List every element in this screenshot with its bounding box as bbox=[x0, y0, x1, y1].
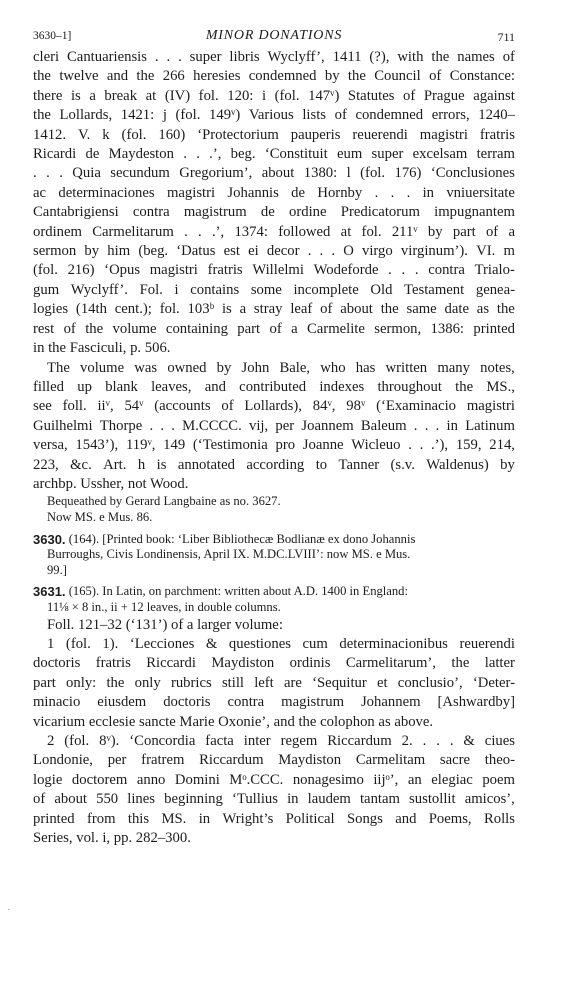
entry-3630 bbox=[33, 532, 515, 579]
text-line: Series, vol. i, pp. 282–300. bbox=[33, 829, 191, 846]
entry-number: 3631. bbox=[33, 584, 66, 600]
text-line: . . . Quia secundum Gregorium’, about 1380: l (fol. 176) ‘Conclusiones bbox=[33, 165, 515, 182]
text-line: sermon by him (beg. ‘Datus est ei decor . . . O virgo virginum’). VI. m bbox=[33, 243, 515, 260]
text-line: part only: the only rubrics still left are ‘Sequitur et conclusio’, ‘Deter- bbox=[33, 674, 515, 691]
text-line: rest of the volume containing part of a Carmelite sermon, 1386: printed bbox=[33, 320, 515, 337]
text-line: logie doctorem anno Domini Mᵒ.CCC. nonagesimo iijᵒ’, an elegiac poem bbox=[33, 771, 515, 788]
para-3 bbox=[33, 616, 515, 849]
text-line: there is a break at (IV) fol. 120: i (fol. 147ᵛ) Statutes of Prague against bbox=[33, 87, 515, 104]
text-line: (fol. 216) ‘Opus magistri fratris Willelmi Wodeforde . . . contra Trialo- bbox=[33, 262, 515, 279]
bequest-line: Bequeathed by Gerard Langbaine as no. 3627. bbox=[47, 494, 281, 509]
para-2 bbox=[33, 359, 515, 495]
text-line: see foll. iiᵛ, 54ᵛ (accounts of Lollards), 84ᵛ, 98ᵛ (‘Examinacio magistri bbox=[33, 398, 515, 415]
text-line: versa, 1543’), 119ᵛ, 149 (‘Testimonia pro Joanne Wicleuo . . .’), 159, 214, bbox=[33, 437, 515, 454]
text-line: archbp. Ussher, not Wood. bbox=[33, 475, 189, 492]
entry-line: 11⅛ × 8 in., ii + 12 leaves, in double columns. bbox=[47, 599, 281, 614]
text-line: gum Wyclyff’. Fol. i contains some incomplete Old Testament genea- bbox=[33, 281, 515, 298]
text-line: vicarium ecclesie sancte Marie Oxonie’, and the colophon as above. bbox=[33, 713, 434, 730]
running-header bbox=[33, 28, 515, 48]
entry-line: (165). In Latin, on parchment: written about A.D. 1400 in England: bbox=[68, 584, 408, 599]
header-shelfmark: 3630–1] bbox=[33, 30, 72, 42]
bequest-note bbox=[47, 494, 515, 525]
text-line: printed from this MS. in Wright’s Political Songs and Poems, Rolls bbox=[33, 810, 515, 827]
text-line: 1 (fol. 1). ‘Lecciones & questiones cum determinacionibus reuerendi bbox=[47, 635, 515, 652]
entry-line: (164). [Printed book: ‘Liber Bibliothecæ Bodlianæ ex dono Johannis bbox=[68, 531, 416, 546]
text-line: Foll. 121–32 (‘131’) of a larger volume: bbox=[47, 616, 283, 633]
text-line: cleri Cantuariensis . . . super libris Wyclyff’, 1411 (?), with the names of bbox=[33, 49, 515, 65]
text-line: Cantabrigiensi contra magistrum de ordine Predicatorum impugnantem bbox=[33, 204, 515, 221]
text-line: the Lollards, 1421: j (fol. 149ᵛ) Various lists of condemned errors, 1240– bbox=[33, 107, 515, 124]
header-title: MINOR DONATIONS bbox=[205, 28, 343, 43]
text-line: in the Fasciculi, p. 506. bbox=[33, 340, 171, 357]
text-line: doctoris fratris Riccardi Maydiston ordinis Carmelitarum’, the latter bbox=[33, 655, 515, 672]
text-line: 1412. V. k (fol. 160) ‘Protectorium pauperis reuerendi magistri fratris bbox=[33, 126, 515, 143]
margin-mark: · bbox=[7, 905, 11, 916]
page bbox=[33, 28, 515, 848]
entry-3631 bbox=[33, 584, 515, 615]
text-line: ordinem Carmelitarum . . .’, 1374: followed at fol. 211ᵛ by part of a bbox=[33, 223, 515, 240]
text-line: The volume was owned by John Bale, who has written many notes, bbox=[47, 359, 515, 376]
text-line: Guilhelmi Thorpe . . . M.CCCC. vij, per Joannem Baleum . . . in Latinum bbox=[33, 417, 515, 434]
entry-line: Burroughs, Civis Londinensis, April IX. M.DC.LVIII’: now MS. e Mus. bbox=[47, 547, 411, 562]
text-line: minacio eiusdem doctoris contra magistrum Johannem [Ashwardby] bbox=[33, 694, 515, 711]
text-line: the twelve and the 266 heresies condemned by the Council of Constance: bbox=[33, 68, 515, 85]
bequest-line: Now MS. e Mus. 86. bbox=[47, 509, 153, 524]
entry-number: 3630. bbox=[33, 531, 66, 547]
text-line: of about 550 lines beginning ‘Tullius in laudem tantam sustollit amicos’, bbox=[33, 791, 515, 808]
text-line: Ricardi de Maydeston . . .’, beg. ‘Constituit eum super excelsam terram bbox=[33, 146, 515, 163]
text-line: 2 (fol. 8ᵛ). ‘Concordia facta inter regem Riccardum 2. . . . & ciues bbox=[47, 732, 515, 749]
para-1 bbox=[33, 48, 515, 359]
text-line: 223, &c. Art. h is annotated according to Tanner (s.v. Waldenus) by bbox=[33, 456, 515, 473]
entry-line: 99.] bbox=[47, 562, 67, 577]
text-line: Londonie, per fratrem Riccardum Maydiston Carmelitam sacre theo- bbox=[33, 752, 515, 769]
page-number: 711 bbox=[497, 30, 515, 44]
text-line: logies (14th cent.); fol. 103ᵇ is a stray leaf of about the same date as the bbox=[33, 301, 515, 318]
text-line: filled up blank leaves, and contributed indexes throughout the MS., bbox=[33, 378, 515, 395]
text-line: ac determinaciones magistri Johannis de Hornby . . . in vniuersitate bbox=[33, 184, 515, 201]
